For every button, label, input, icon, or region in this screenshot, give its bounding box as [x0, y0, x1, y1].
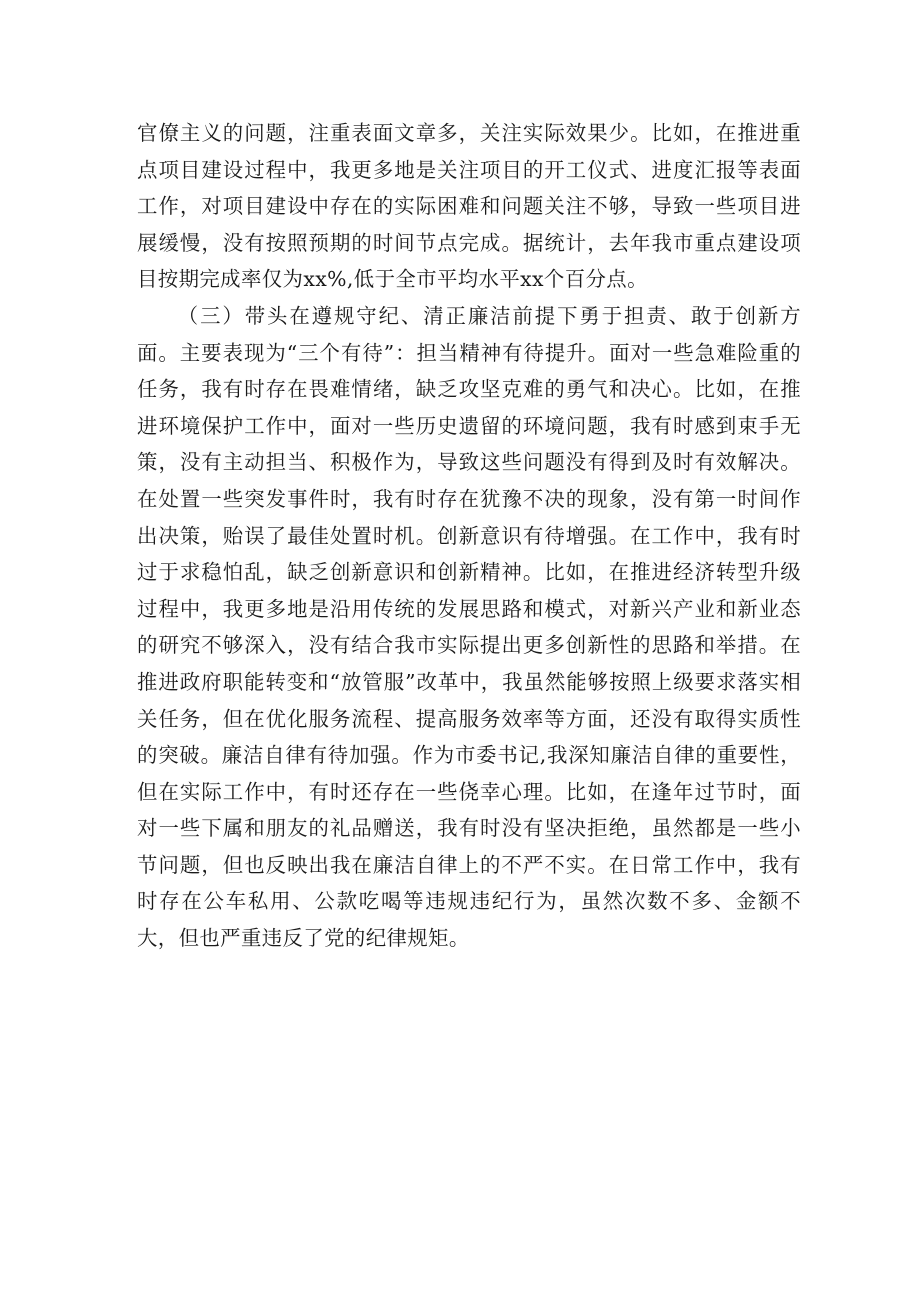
paragraph-2: （三）带头在遵规守纪、清正廉洁前提下勇于担责、敢于创新方面。主要表现为“三个有待”：担当精神有待提升。面对一些急难险重的任务，我有时存在畏难情绪，缺乏攻坚克难的勇气和决心。比如，在推进环境保护工作中，面对一些历史遗留的环境问题，我有时感到束手无策，没有主动担当、积极作为，导致这些问题没有得到及时有效解决。在处置一些突发事件时，我有时存在犹豫不决的现象，没有第一时间作出决策，贻误了最佳处置时机。创新意识有待增强。在工作中，我有时过于求稳怕乱，缺乏创新意识和创新精神。比如，在推进经济转型升级过程中，我更多地是沿用传统的发展思路和模式，对新兴产业和新业态的研究不够深入，没有结合我市实际提出更多创新性的思路和举措。在推进政府职能转变和“放管服”改革中，我虽然能够按照上级要求落实相关任务，但在优化服务流程、提高服务效率等方面，还没有取得实质性的突破。廉洁自律有待加强。作为市委书记,我深知廉洁自律的重要性，但在实际工作中，有时还存在一些侥幸心理。比如，在逢年过节时，面对一些下属和朋友的礼品赠送，我有时没有坚决拒绝，虽然都是一些小节问题，但也反映出我在廉洁自律上的不严不实。在日常工作中，我有时存在公车私用、公款吃喝等违规违纪行为，虽然次数不多、金额不大，但也严重违反了党的纪律规矩。: [137, 303, 801, 951]
document-body: [137, 115, 801, 957]
paragraph-1: 官僚主义的问题，注重表面文章多，关注实际效果少。比如，在推进重点项目建设过程中，我更多地是关注项目的开工仪式、进度汇报等表面工作，对项目建设中存在的实际困难和问题关注不够，导致一些项目进展缓慢，没有按照预期的时间节点完成。据统计，去年我市重点建设项目按期完成率仅为xx%,低于全市平均水平xx个百分点。: [137, 121, 801, 292]
